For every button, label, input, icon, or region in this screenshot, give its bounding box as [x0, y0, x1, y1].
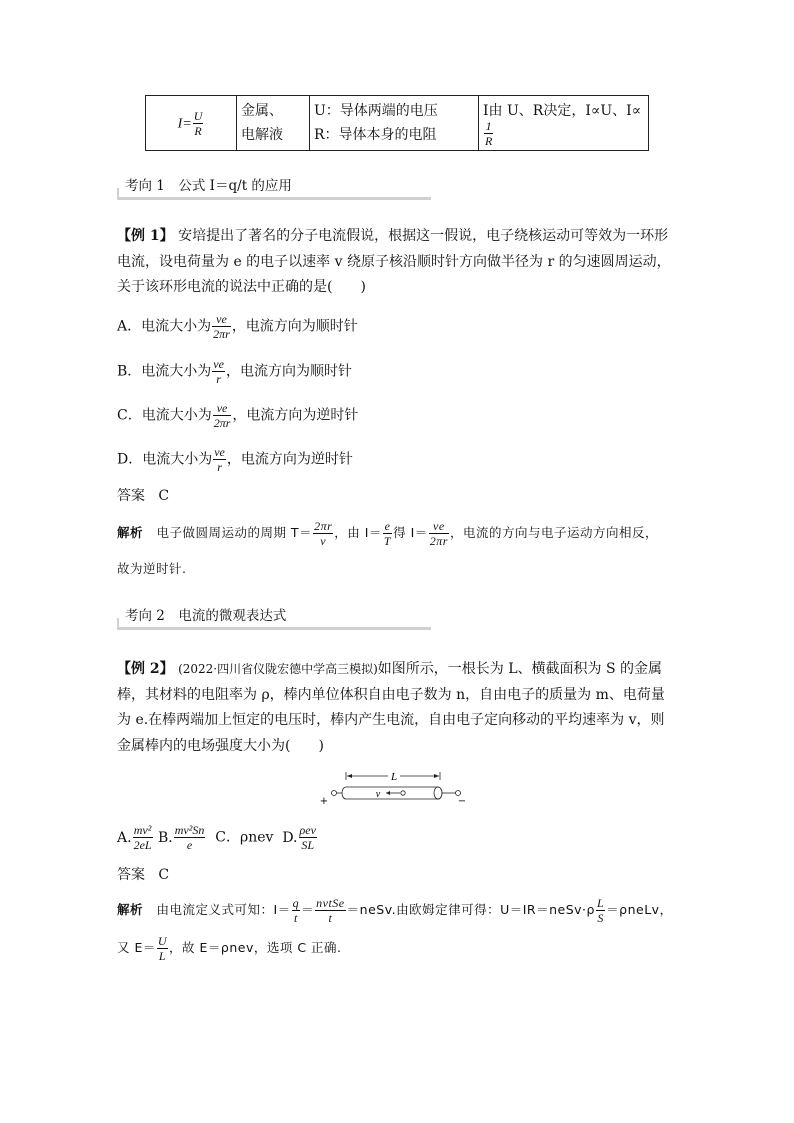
- analysis-text: ，电流的方向与电子运动方向相反，: [449, 525, 658, 540]
- analysis-text: 又 E＝: [117, 940, 156, 955]
- fraction-numerator: mv²Sn: [174, 823, 205, 837]
- option-suffix: ，电流方向为顺时针: [225, 363, 352, 380]
- example2-option-b: [158, 823, 206, 852]
- fraction-denominator: r: [216, 372, 221, 386]
- section-title: 考向 1 公式 I＝q/t 的应用: [125, 178, 292, 194]
- fraction-numerator: L: [596, 896, 605, 910]
- example2-options: [117, 824, 318, 851]
- fraction-numerator: ve: [213, 357, 224, 371]
- dimension-arrow-right: [434, 774, 439, 778]
- fraction-numerator: ρev: [299, 823, 316, 837]
- option-fraction: [213, 402, 232, 429]
- material-line1: 金属、: [241, 103, 283, 119]
- fraction-denominator: t: [293, 911, 298, 925]
- option-fraction: [212, 313, 231, 340]
- example1-option-d: [117, 446, 353, 473]
- plus-sign: +: [319, 796, 329, 807]
- decide-fraction: [484, 120, 493, 147]
- fraction-numerator: mv²: [133, 823, 152, 837]
- example1-question: [117, 224, 677, 301]
- fraction-denominator: 2eL: [133, 838, 152, 852]
- metal-rod-figure: [316, 768, 466, 808]
- desc-line1: U：导体两端的电压: [314, 103, 438, 119]
- example2-answer: [117, 864, 169, 884]
- option-suffix: ，电流方向为逆时针: [232, 407, 359, 424]
- analysis-fraction: [383, 520, 392, 547]
- fraction-denominator: 2πr: [429, 534, 448, 548]
- formula-lhs: I=: [177, 116, 192, 131]
- analysis-text: ＝: [301, 902, 315, 917]
- analysis-fraction: [292, 897, 301, 924]
- electron: [401, 791, 405, 795]
- example-label: 【例 2】: [117, 661, 174, 677]
- desc-line2: R：导体本身的电阻: [314, 127, 437, 143]
- example-label: 【例 1】: [117, 228, 174, 244]
- velocity-label: v: [375, 789, 381, 800]
- fraction-numerator: 1: [485, 118, 492, 133]
- example-text: 如图所示，一根长为 L、横截面积为 S 的金属棒，其材料的电阻率为 ρ，棒内单位体积自由电子数为 n，自由电子的质量为 m、电荷量为 e.在棒两端加上恒定的电压时，棒内产生电流，自由电子定向移动的平均速率为 v，则金属棒内的电场强度大小为( ): [117, 661, 665, 754]
- table-cell-formula: [146, 96, 237, 151]
- option-fraction: [212, 358, 225, 385]
- formula-table: [145, 95, 649, 151]
- section-header-2: [117, 606, 431, 630]
- fraction-numerator: ve: [214, 445, 225, 459]
- fraction-denominator: v: [320, 534, 327, 548]
- example1-option-a: [117, 313, 358, 340]
- analysis-fraction: [429, 520, 449, 547]
- fraction-numerator: nvtSe: [316, 896, 345, 910]
- fraction-denominator: R: [194, 123, 202, 138]
- example2-option-c: C．ρnev: [215, 829, 274, 846]
- example1-answer: [117, 485, 169, 505]
- table-cell-description: [310, 96, 479, 151]
- section-underline: [117, 627, 431, 630]
- fraction-denominator: S: [597, 911, 604, 925]
- answer-value: C: [158, 867, 170, 883]
- fraction-numerator: 2πr: [314, 519, 333, 533]
- option-prefix: D．电流大小为: [117, 451, 213, 468]
- answer-label: 答案: [117, 488, 145, 504]
- example2-option-a: [117, 823, 154, 852]
- fraction-denominator: 2πr: [213, 327, 230, 341]
- option-fraction: [174, 824, 206, 851]
- example-source: (2022·四川省仪陇宏德中学高三模拟): [178, 662, 378, 676]
- example-text: 安培提出了著名的分子电流假说，根据这一假说，电子绕核运动可等效为一环形电流，设电荷量为 e 的电子以速率 v 绕原子核沿顺时针方向做半径为 r 的匀速圆周运动，关于该环形电流的说法中正确的是( ): [117, 228, 671, 295]
- example2-analysis: [117, 891, 677, 967]
- example1-analysis: [117, 515, 677, 587]
- section-underline: [117, 197, 431, 200]
- analysis-text: 故为逆时针.: [117, 561, 187, 576]
- option-fraction: [213, 446, 226, 473]
- fraction-numerator: ve: [213, 402, 232, 416]
- fraction-denominator: t: [328, 911, 333, 925]
- dimension-arrow-left: [347, 774, 352, 778]
- option-prefix: C．电流大小为: [117, 407, 212, 424]
- analysis-text: 由电流定义式可知：I＝: [156, 902, 291, 917]
- option-suffix: ，电流方向为逆时针: [226, 451, 353, 468]
- option-fraction: [133, 824, 153, 851]
- example1-option-b: [117, 358, 352, 385]
- analysis-text: ，由 I＝: [334, 525, 382, 540]
- terminal-left: [332, 791, 337, 796]
- material-line2: 电解液: [241, 127, 283, 143]
- fraction-denominator: L: [158, 949, 167, 963]
- fraction-denominator: SL: [301, 838, 315, 852]
- fraction-denominator: e: [186, 838, 193, 852]
- fraction-numerator: e: [384, 519, 391, 533]
- fraction-numerator: ve: [212, 313, 231, 327]
- option-fraction: [299, 824, 317, 851]
- analysis-fraction: [596, 897, 605, 924]
- fraction-denominator: T: [383, 534, 392, 548]
- section-title: 考向 2 电流的微观表达式: [125, 608, 287, 624]
- analysis-text: ，故 E＝ρnev，选项 C 正确.: [169, 940, 342, 955]
- analysis-label: 解析: [117, 525, 144, 540]
- option-prefix: A．电流大小为: [117, 318, 212, 335]
- fraction-numerator: ve: [429, 520, 449, 534]
- section-corner: [117, 618, 119, 630]
- minus-sign: −: [457, 796, 466, 807]
- formula-fraction: [193, 110, 204, 137]
- analysis-fraction: [315, 897, 346, 924]
- analysis-fraction: [157, 935, 168, 962]
- option-prefix: A.: [117, 829, 132, 846]
- section-corner: [117, 188, 119, 200]
- table-cell-decide: [479, 96, 649, 151]
- fraction-denominator: 2πr: [213, 416, 231, 430]
- analysis-text: ＝neSv.由欧姆定律可得：U＝IR＝neSv·ρ: [346, 902, 595, 917]
- option-suffix: ，电流方向为顺时针: [231, 318, 358, 335]
- decide-text: I由 U、R决定，I∝U、I∝: [483, 102, 642, 119]
- section-header-1: [117, 176, 431, 200]
- fraction-denominator: R: [485, 133, 493, 148]
- analysis-text: ＝ρneLv，: [606, 902, 673, 917]
- fraction-numerator: U: [157, 934, 168, 948]
- option-prefix: D.: [282, 829, 298, 846]
- example2-question: [117, 657, 677, 759]
- answer-value: C: [158, 488, 170, 504]
- example1-option-c: [117, 402, 358, 429]
- analysis-fraction: [313, 520, 333, 547]
- table-row: [146, 96, 649, 151]
- answer-label: 答案: [117, 867, 145, 883]
- table-cell-material: [237, 96, 310, 151]
- analysis-text: 得 I＝: [393, 525, 428, 540]
- example2-option-d: [282, 823, 318, 852]
- analysis-text: 电子做圆周运动的周期 T＝: [156, 525, 313, 540]
- rod-end: [434, 787, 442, 799]
- analysis-label: 解析: [117, 902, 144, 917]
- terminal-right: [456, 791, 461, 796]
- option-prefix: B．电流大小为: [117, 363, 212, 380]
- length-label: L: [390, 771, 398, 783]
- fraction-numerator: q: [292, 896, 300, 910]
- option-prefix: B.: [158, 829, 173, 846]
- fraction-denominator: r: [217, 460, 222, 474]
- fraction-numerator: U: [193, 108, 203, 123]
